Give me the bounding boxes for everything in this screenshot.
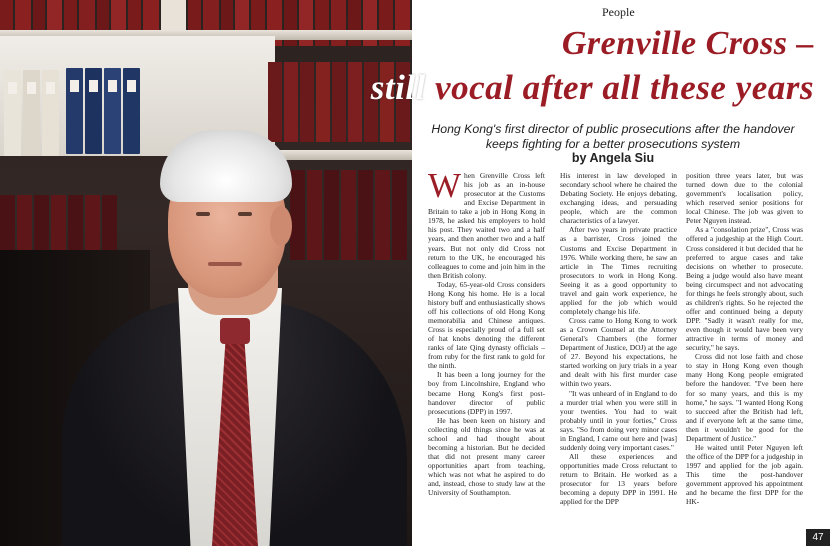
binder <box>23 70 40 156</box>
section-label: People <box>602 5 635 19</box>
paragraph: "It was unheard of in England to do a murder trial when you were still in your twenties. You had to wait probably until in your forties," Cross says. "So from doing very minor cases in England, I came out here and [was] suddenly doing very important cases." <box>560 388 677 452</box>
byline: by Angela Siu <box>571 151 655 165</box>
binder <box>66 68 83 154</box>
paragraph: After two years in private practice as a barrister, Cross joined the Customs and Excise Department in 1976. While working there, he saw an article in The Times recruiting prosecutors to work in Hong Kong. Seeing it as a good opportunity to travel and gain work experience, he applied for the job which would completely change his life. <box>560 225 677 316</box>
binder <box>104 68 121 154</box>
paragraph: He has been keen on history and collecting old things since he was at school and had thought about becoming a historian. But he decided that did not present many career opportunities apart from teaching, which was not what he aspired to do and, instead, chose to study law at the University of Southampton. <box>428 415 545 498</box>
drop-cap: W <box>428 166 462 205</box>
binder <box>85 68 102 154</box>
article-column-3 <box>686 171 803 506</box>
eye <box>196 212 210 216</box>
paragraph: His interest in law developed in secondary school where he chaired the Debating Society. He enjoys debating, exchanging ideas, and persuading people, which are the common characteristics of a lawyer. <box>560 171 677 226</box>
shelf-board <box>268 150 412 160</box>
headline-line-2 <box>371 68 814 108</box>
article-column-1 <box>428 166 545 498</box>
headline-line-1: Grenville Cross – <box>561 25 814 62</box>
ear <box>270 206 292 246</box>
article-column-2 <box>560 171 677 506</box>
eye <box>238 212 252 216</box>
portrait-photo <box>0 0 412 546</box>
paragraph: He waited until Peter Nguyen left the office of the DPP for a judgeship in 1997 and applied for the job again. This time the post-handover government approved his appointment and he became the first DPP for the HK- <box>686 442 803 507</box>
headline-rest: vocal after all these years <box>425 68 814 107</box>
paragraph: All these experiences and opportunities made Cross reluctant to return to Britain. He worked as a prosecutor for 13 years before becoming a deputy DPP in 1991. He applied for the DPP <box>560 451 677 507</box>
tie-knot <box>220 318 250 344</box>
binder <box>42 70 59 156</box>
headline-still: still <box>370 68 426 107</box>
binder <box>4 70 21 156</box>
paragraph <box>428 166 545 280</box>
paragraph: Cross came to Hong Kong to work as a Crown Counsel at the Attorney General's Chambers (the former Department of Justice, DOJ) at the age of 27. Beyond his expectations, he started working on jury trials in a year and dealt with his first murder case within two years. <box>560 316 677 389</box>
paragraph: It has been a long journey for the boy from Lincolnshire, England who became Hong Kong's first post-handover director of public prosecutions (DPP) in 1997. <box>428 370 545 416</box>
paragraph: Today, 65-year-old Cross considers Hong Kong his home. He is a local history buff and enthusiastically shows off his collections of old Hong Kong memorabilia and Chinese antiques. Cross is especially proud of a full set of hat knobs denoting the different ranks of late Qing dynasty officials – from ruby for the first rank to gold for the ninth. <box>428 279 545 371</box>
bookshelf-lower <box>290 170 412 260</box>
paragraph-text: hen Grenville Cross left his job as an in-house prosecutor at the Customs and Excise Department in Britain to take a job in Hong Kong in 1978, he asked his employers to hold his post. They waited two and a half years, and then another two and a half years. But not only did Cross not return to the UK, he encouraged his colleagues to come and join him in the then British colony. <box>428 171 545 280</box>
paragraph: position three years later, but was turned down due to the colonial government's localisation policy, which reserved senior positions for local Chinese. The job was given to Peter Nguyen instead. <box>686 171 803 226</box>
paragraph: Cross did not lose faith and chose to stay in Hong Kong even though many Hong Kong people emigrated before the handover. "I've been here for so many years, and this is my home," he says. "I wanted Hong Kong to succeed after the British had left, and if everyone left at the same time, then it wouldn't be good for the Department of Justice." <box>686 352 803 443</box>
mouth <box>208 262 242 266</box>
paragraph: As a "consolation prize", Cross was offered a judgeship at the High Court. Cross considered it but decided that he preferred to argue cases and take decisions on whether to prosecute. Being a judge would also have meant being circumspect and not advocating for things he feels strongly about, such as children's rights. So he rejected the offer and continued being a deputy DPP. "Sadly it wasn't really for me, even though it would have been very attractive in terms of money and security," he says. <box>686 225 803 353</box>
subheadline: Hong Kong's first director of public prosecutions after the handover keeps fighting for a better prosecutions system <box>431 122 795 151</box>
page-number: 47 <box>806 529 830 546</box>
binder <box>123 68 140 154</box>
